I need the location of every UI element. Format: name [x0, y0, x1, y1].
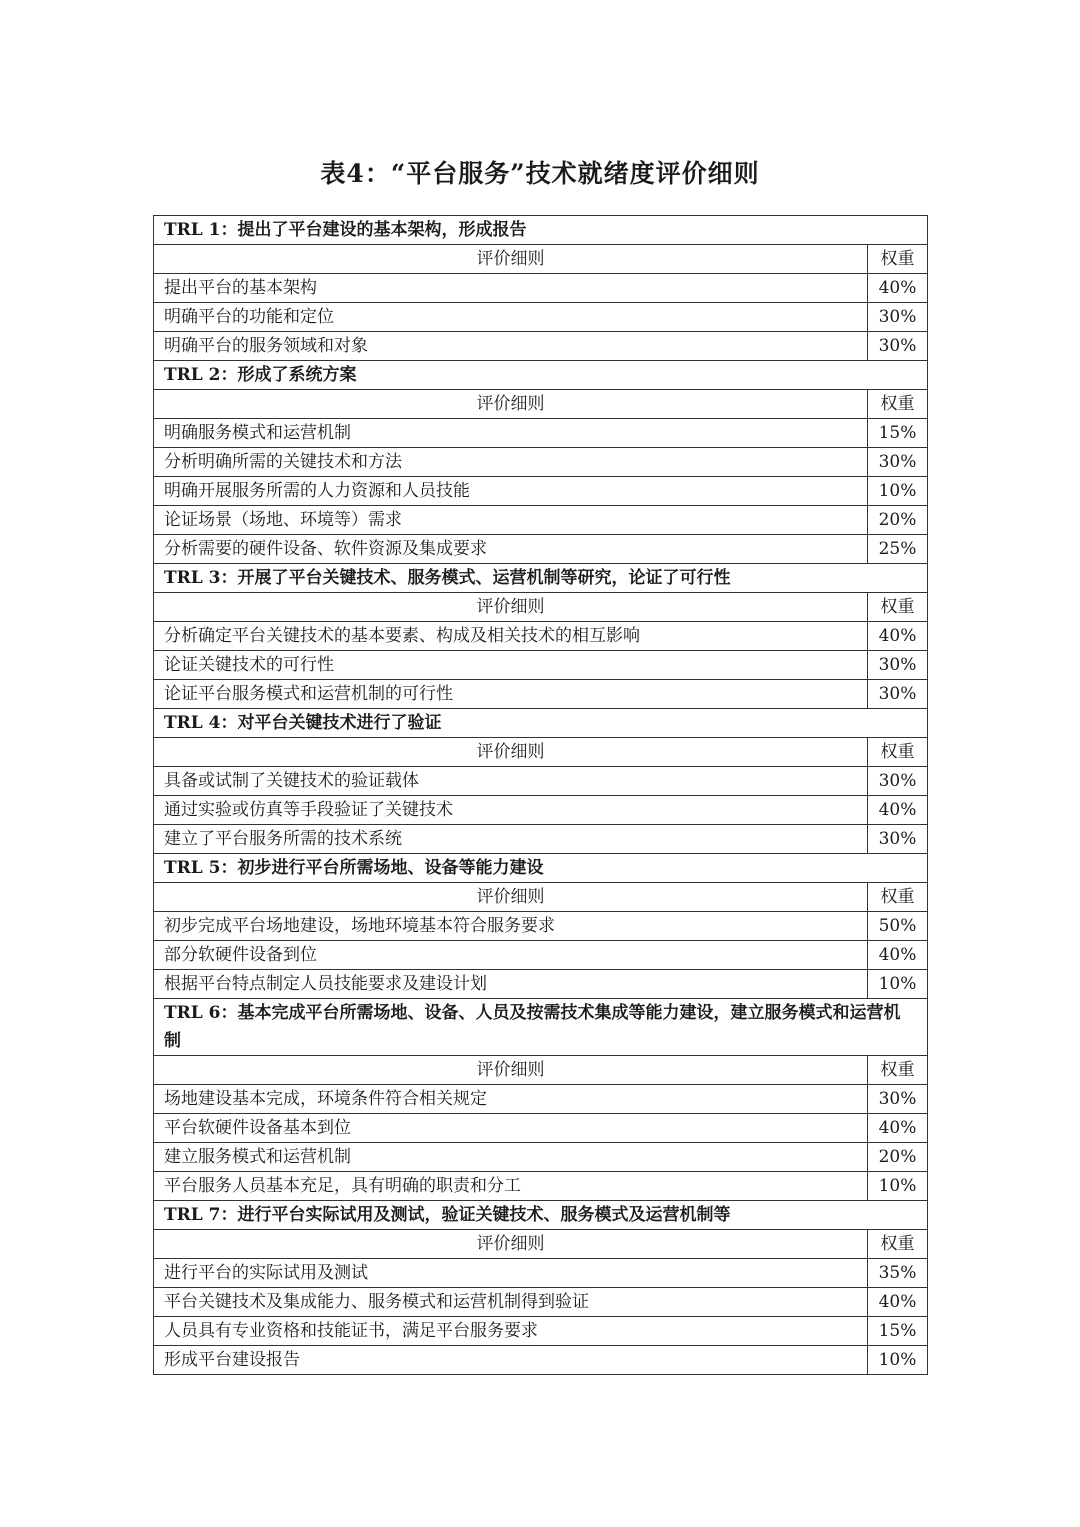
weight-cell: 30%	[868, 767, 928, 796]
table-row	[154, 796, 928, 825]
criteria-cell: 分析需要的硬件设备、软件资源及集成要求	[154, 535, 868, 564]
table-row	[154, 1288, 928, 1317]
table-row	[154, 767, 928, 796]
trl-level-heading: TRL 4：对平台关键技术进行了验证	[154, 709, 928, 738]
table-row	[154, 506, 928, 535]
weight-column-header: 权重	[868, 1230, 928, 1259]
weight-cell: 50%	[868, 912, 928, 941]
table-row	[154, 419, 928, 448]
table-row	[154, 332, 928, 361]
criteria-cell: 提出平台的基本架构	[154, 274, 868, 303]
table-row	[154, 1346, 928, 1375]
evaluation-table-body	[154, 216, 928, 1375]
criteria-cell: 进行平台的实际试用及测试	[154, 1259, 868, 1288]
trl-level-heading: TRL 1：提出了平台建设的基本架构，形成报告	[154, 216, 928, 245]
criteria-cell: 场地建设基本完成，环境条件符合相关规定	[154, 1085, 868, 1114]
criteria-column-header: 评价细则	[154, 593, 868, 622]
criteria-cell: 初步完成平台场地建设，场地环境基本符合服务要求	[154, 912, 868, 941]
weight-cell: 30%	[868, 332, 928, 361]
table-row	[154, 970, 928, 999]
criteria-cell: 论证场景（场地、环境等）需求	[154, 506, 868, 535]
column-header-row	[154, 593, 928, 622]
criteria-cell: 通过实验或仿真等手段验证了关键技术	[154, 796, 868, 825]
criteria-column-header: 评价细则	[154, 1230, 868, 1259]
table-row	[154, 1143, 928, 1172]
criteria-cell: 部分软硬件设备到位	[154, 941, 868, 970]
criteria-column-header: 评价细则	[154, 883, 868, 912]
trl-level-heading: TRL 3：开展了平台关键技术、服务模式、运营机制等研究，论证了可行性	[154, 564, 928, 593]
table-row	[154, 448, 928, 477]
criteria-column-header: 评价细则	[154, 1056, 868, 1085]
weight-cell: 10%	[868, 970, 928, 999]
weight-cell: 40%	[868, 941, 928, 970]
weight-cell: 15%	[868, 419, 928, 448]
trl-level-row	[154, 361, 928, 390]
trl-level-row	[154, 854, 928, 883]
table-row	[154, 303, 928, 332]
criteria-cell: 平台关键技术及集成能力、服务模式和运营机制得到验证	[154, 1288, 868, 1317]
criteria-cell: 分析确定平台关键技术的基本要素、构成及相关技术的相互影响	[154, 622, 868, 651]
column-header-row	[154, 883, 928, 912]
criteria-cell: 论证平台服务模式和运营机制的可行性	[154, 680, 868, 709]
weight-column-header: 权重	[868, 883, 928, 912]
criteria-cell: 明确平台的服务领域和对象	[154, 332, 868, 361]
trl-level-row	[154, 564, 928, 593]
weight-cell: 15%	[868, 1317, 928, 1346]
column-header-row	[154, 245, 928, 274]
weight-cell: 20%	[868, 506, 928, 535]
weight-cell: 30%	[868, 651, 928, 680]
criteria-column-header: 评价细则	[154, 245, 868, 274]
column-header-row	[154, 738, 928, 767]
weight-column-header: 权重	[868, 390, 928, 419]
trl-level-row	[154, 1201, 928, 1230]
weight-column-header: 权重	[868, 593, 928, 622]
trl-level-heading: TRL 6：基本完成平台所需场地、设备、人员及按需技术集成等能力建设，建立服务模式和运营机制	[154, 999, 928, 1056]
weight-cell: 30%	[868, 303, 928, 332]
trl-level-heading: TRL 7：进行平台实际试用及测试，验证关键技术、服务模式及运营机制等	[154, 1201, 928, 1230]
table-row	[154, 274, 928, 303]
column-header-row	[154, 390, 928, 419]
table-row	[154, 477, 928, 506]
weight-cell: 40%	[868, 1114, 928, 1143]
criteria-cell: 分析明确所需的关键技术和方法	[154, 448, 868, 477]
table-row	[154, 622, 928, 651]
table-row	[154, 1114, 928, 1143]
weight-cell: 30%	[868, 1085, 928, 1114]
table-row	[154, 941, 928, 970]
evaluation-table	[153, 215, 928, 1375]
weight-cell: 20%	[868, 1143, 928, 1172]
weight-cell: 30%	[868, 448, 928, 477]
trl-level-row	[154, 709, 928, 738]
criteria-column-header: 评价细则	[154, 738, 868, 767]
weight-cell: 25%	[868, 535, 928, 564]
weight-cell: 40%	[868, 622, 928, 651]
criteria-cell: 根据平台特点制定人员技能要求及建设计划	[154, 970, 868, 999]
weight-column-header: 权重	[868, 245, 928, 274]
criteria-cell: 平台服务人员基本充足，具有明确的职责和分工	[154, 1172, 868, 1201]
weight-cell: 40%	[868, 1288, 928, 1317]
criteria-column-header: 评价细则	[154, 390, 868, 419]
criteria-cell: 建立了平台服务所需的技术系统	[154, 825, 868, 854]
table-row	[154, 825, 928, 854]
criteria-cell: 明确开展服务所需的人力资源和人员技能	[154, 477, 868, 506]
table-row	[154, 912, 928, 941]
trl-level-row	[154, 999, 928, 1056]
weight-cell: 10%	[868, 477, 928, 506]
weight-column-header: 权重	[868, 1056, 928, 1085]
criteria-cell: 论证关键技术的可行性	[154, 651, 868, 680]
weight-cell: 30%	[868, 680, 928, 709]
criteria-cell: 明确服务模式和运营机制	[154, 419, 868, 448]
document-title: 表4：“平台服务”技术就绪度评价细则	[320, 159, 760, 188]
criteria-cell: 建立服务模式和运营机制	[154, 1143, 868, 1172]
weight-cell: 35%	[868, 1259, 928, 1288]
trl-level-heading: TRL 5：初步进行平台所需场地、设备等能力建设	[154, 854, 928, 883]
criteria-cell: 明确平台的功能和定位	[154, 303, 868, 332]
trl-level-row	[154, 216, 928, 245]
column-header-row	[154, 1056, 928, 1085]
column-header-row	[154, 1230, 928, 1259]
weight-cell: 40%	[868, 796, 928, 825]
table-row	[154, 1085, 928, 1114]
criteria-cell: 形成平台建设报告	[154, 1346, 868, 1375]
table-row	[154, 1259, 928, 1288]
table-row	[154, 535, 928, 564]
table-row	[154, 680, 928, 709]
weight-cell: 30%	[868, 825, 928, 854]
criteria-cell: 平台软硬件设备基本到位	[154, 1114, 868, 1143]
table-row	[154, 651, 928, 680]
table-row	[154, 1172, 928, 1201]
criteria-cell: 人员具有专业资格和技能证书，满足平台服务要求	[154, 1317, 868, 1346]
weight-cell: 40%	[868, 274, 928, 303]
table-row	[154, 1317, 928, 1346]
criteria-cell: 具备或试制了关键技术的验证载体	[154, 767, 868, 796]
weight-column-header: 权重	[868, 738, 928, 767]
weight-cell: 10%	[868, 1172, 928, 1201]
trl-level-heading: TRL 2：形成了系统方案	[154, 361, 928, 390]
weight-cell: 10%	[868, 1346, 928, 1375]
